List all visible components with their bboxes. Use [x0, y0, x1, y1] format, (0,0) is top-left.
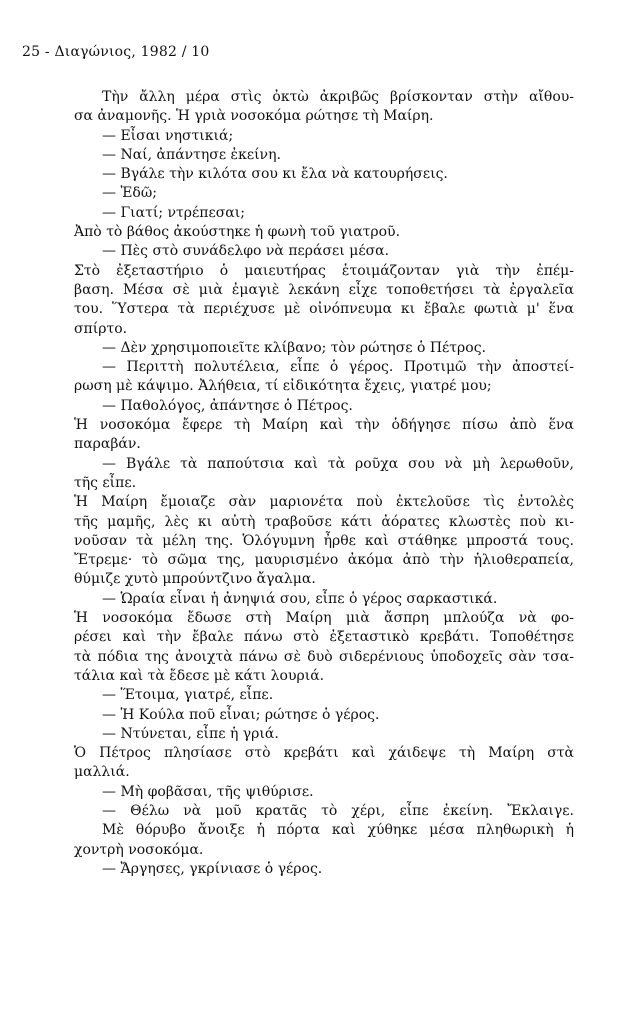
- text-line: τῆς μαμῆς, λὲς κι αὐτὴ τραβοῦσε κάτι ἀόρατες κλωστὲς ποὺ κι-: [74, 513, 574, 530]
- text-line: Ἡ Μαίρη ἔμοιαζε σὰν μαριονέτα ποὺ ἐκτελοῦσε τὶς ἐντολὲς: [74, 494, 574, 511]
- text-line: — Δὲν χρησιμοποιεῖτε κλίβανο; τὸν ρώτησε ὁ Πέτρος.: [102, 339, 486, 356]
- text-line: — Θέλω νὰ μοῦ κρατᾶς τὸ χέρι, εἶπε ἐκείνη. Ἔκλαιγε.: [102, 802, 574, 819]
- text-line: ρέσει καὶ τὴν ἔβαλε πάνω στὸ ἐξεταστικὸ κρεβάτι. Τοποθέτησε: [74, 629, 574, 646]
- text-line: παραβάν.: [74, 436, 141, 453]
- text-line: Τὴν ἄλλη μέρα στὶς ὀκτὼ ἀκριβῶς βρίσκονταν στὴν αἴθου-: [102, 89, 574, 105]
- text-line: του. Ὕστερα τὰ περιέχυσε μὲ οἰνόπνευμα κι ἔβαλε φωτιὰ μ' ἕνα: [74, 301, 574, 318]
- text-line: ρωση μὲ κάψιμο. Ἀλήθεια, τί εἰδικότητα ἔχεις, γιατρέ μου;: [74, 378, 492, 395]
- text-line: — Βγάλε τὰ παπούτσια καὶ τὰ ροῦχα σου νὰ μὴ λερωθοῦν,: [102, 455, 574, 472]
- text-line: Στὸ ἐξεταστήριο ὁ μαιευτήρας ἑτοιμάζονταν γιὰ τὴν ἐπέμ-: [74, 262, 574, 279]
- text-line: — Παθολόγος, ἀπάντησε ὁ Πέτρος.: [102, 397, 353, 414]
- text-line: Ἔτρεμε· τὸ σῶμα της, μαυρισμένο ἀκόμα ἀπὸ τὴν ἡλιοθεραπεία,: [74, 552, 574, 569]
- text-line: — Ἡ Κούλα ποῦ εἶναι; ρώτησε ὁ γέρος.: [102, 706, 380, 723]
- text-line: νοῦσαν τὰ μέλη της. Ὁλόγυμνη ἦρθε καὶ στάθηκε μπροστά τους.: [74, 532, 574, 549]
- text-line: σπίρτο.: [74, 320, 128, 337]
- text-line: Μὲ θόρυβο ἄνοιξε ἡ πόρτα καὶ χύθηκε μέσα πληθωρικὴ ἡ: [102, 822, 574, 839]
- text-line: τάλια καὶ τὰ ἔδεσε μὲ κάτι λουριά.: [74, 667, 325, 684]
- text-line: βαση. Μέσα σὲ μιὰ ἐμαγιὲ λεκάνη εἶχε τοποθετήσει τὰ ἐργαλεῖα: [74, 281, 574, 298]
- text-line: — Εἶσαι νηστικιά;: [102, 127, 234, 144]
- text-line: Ἀπὸ τὸ βάθος ἀκούστηκε ἡ φωνὴ τοῦ γιατροῦ.: [74, 224, 401, 241]
- text-line: τὰ πόδια της ἀνοιχτὰ πάνω σὲ δυὸ σιδερένιους ὑποδοχεῖς σὰν τσα-: [74, 648, 574, 665]
- text-line: σα ἀναμονῆς. Ἡ γριὰ νοσοκόμα ρώτησε τὴ Μαίρη.: [74, 108, 434, 125]
- text-line: τῆς εἶπε.: [74, 474, 137, 491]
- text-line: — Γιατί; ντρέπεσαι;: [102, 204, 245, 221]
- text-line: χοντρὴ νοσοκόμα.: [74, 841, 204, 858]
- text-line: — Βγάλε τὴν κιλότα σου κι ἔλα νὰ κατουρήσεις.: [102, 166, 448, 183]
- text-line: — Ντύνεται, εἶπε ἡ γριά.: [102, 725, 279, 742]
- text-line: — Ναί, ἀπάντησε ἐκείνη.: [102, 146, 281, 163]
- text-line: — Περιττὴ πολυτέλεια, εἶπε ὁ γέρος. Προτιμῶ τὴν ἀποστεί-: [102, 359, 574, 376]
- text-line: Ἡ νοσοκόμα ἔφερε τὴ Μαίρη καὶ τὴν ὁδήγησε πίσω ἀπὸ ἕνα: [74, 417, 574, 434]
- text-line: — Ἕτοιμα, γιατρέ, εἶπε.: [102, 687, 274, 704]
- text-line: — Πὲς στὸ συνάδελφο νὰ περάσει μέσα.: [102, 243, 390, 260]
- text-line: μαλλιά.: [74, 764, 130, 781]
- text-line: Ἡ νοσοκόμα ἔδωσε στὴ Μαίρη μιὰ ἄσπρη μπλούζα νὰ φο-: [74, 610, 574, 627]
- body-text: [74, 88, 574, 879]
- text-line: — Ὡραία εἶναι ἡ ἀνηψιά σου, εἶπε ὁ γέρος σαρκαστικά.: [102, 590, 498, 607]
- text-line: — Ἐδῶ;: [102, 185, 157, 202]
- page-header: 25 - Διαγώνιος, 1982 / 10: [22, 44, 210, 60]
- text-line: — Ἄργησες, γκρίνιασε ὁ γέρος.: [102, 860, 323, 877]
- text-line: — Μὴ φοβᾶσαι, τῆς ψιθύρισε.: [102, 783, 314, 800]
- text-line: θύμιζε χυτὸ μπρούντζινο ἄγαλμα.: [74, 571, 316, 588]
- text-line: Ὁ Πέτρος πλησίασε στὸ κρεβάτι καὶ χάιδεψε τὴ Μαίρη στὰ: [74, 745, 574, 762]
